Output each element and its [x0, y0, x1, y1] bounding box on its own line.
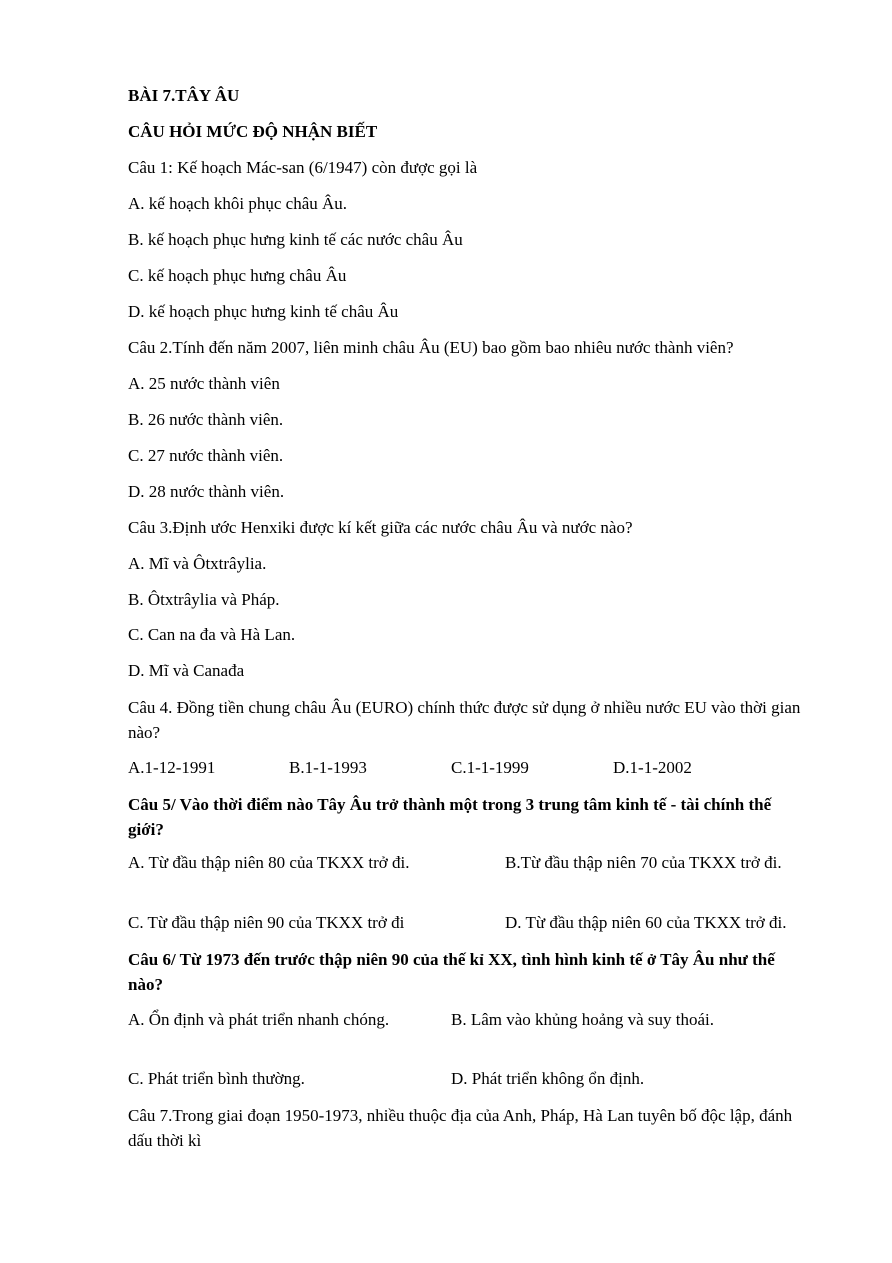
question-4: Câu 4. Đồng tiền chung châu Âu (EURO) chính thức được sử dụng ở nhiều nước EU vào thời gian nào? [128, 698, 801, 742]
q3-option-d: D. Mĩ và Canađa [128, 661, 245, 680]
q1-option-b: B. kế hoạch phục hưng kinh tế các nước châu Âu [128, 230, 463, 249]
q3-option-c: C. Can na đa và Hà Lan. [128, 625, 296, 644]
question-2: Câu 2.Tính đến năm 2007, liên minh châu Âu (EU) bao gồm bao nhiêu nước thành viên? [128, 338, 734, 357]
q2-option-d: D. 28 nước thành viên. [128, 482, 285, 501]
q6-option-d: D. Phát triển không ổn định. [451, 1069, 645, 1088]
q5-option-a: A. Từ đầu thập niên 80 của TKXX trở đi. [128, 853, 410, 872]
question-7: Câu 7.Trong giai đoạn 1950-1973, nhiều thuộc địa của Anh, Pháp, Hà Lan tuyên bố độc lập, đánh dấu thời kì [128, 1106, 793, 1150]
section-heading: CÂU HỎI MỨC ĐỘ NHẬN BIẾT [128, 122, 378, 141]
q5-option-d: D. Từ đầu thập niên 60 của TKXX trở đi. [505, 913, 787, 932]
question-1: Câu 1: Kế hoạch Mác-san (6/1947) còn được gọi là [128, 158, 478, 177]
q3-option-a: A. Mĩ và Ôtxtrâylia. [128, 554, 267, 573]
q2-option-b: B. 26 nước thành viên. [128, 410, 284, 429]
q4-option-a: A.1-12-1991 [128, 758, 216, 777]
q4-option-b: B.1-1-1993 [289, 758, 367, 777]
lesson-title: BÀI 7.TÂY ÂU [128, 86, 240, 105]
q2-option-c: C. 27 nước thành viên. [128, 446, 284, 465]
q6-option-c: C. Phát triển bình thường. [128, 1069, 305, 1088]
q6-option-a: A. Ổn định và phát triển nhanh chóng. [128, 1010, 390, 1029]
question-5: Câu 5/ Vào thời điểm nào Tây Âu trở thành một trong 3 trung tâm kinh tế - tài chính thế giới? [128, 795, 772, 839]
q1-option-c: C. kế hoạch phục hưng châu Âu [128, 266, 347, 285]
q4-option-d: D.1-1-2002 [613, 758, 692, 777]
q4-option-c: C.1-1-1999 [451, 758, 529, 777]
q1-option-d: D. kế hoạch phục hưng kinh tế châu Âu [128, 302, 399, 321]
q6-option-b: B. Lâm vào khủng hoảng và suy thoái. [451, 1010, 714, 1029]
q5-option-c: C. Từ đầu thập niên 90 của TKXX trở đi [128, 913, 405, 932]
q1-option-a: A. kế hoạch khôi phục châu Âu. [128, 194, 348, 213]
question-6: Câu 6/ Từ 1973 đến trước thập niên 90 của thế kỉ XX, tình hình kinh tế ở Tây Âu như thế nào? [128, 950, 775, 994]
q3-option-b: B. Ôtxtrâylia và Pháp. [128, 590, 280, 609]
q2-option-a: A. 25 nước thành viên [128, 374, 280, 393]
q5-option-b: B.Từ đầu thập niên 70 của TKXX trở đi. [505, 853, 782, 872]
question-3: Câu 3.Định ước Henxiki được kí kết giữa các nước châu Âu và nước nào? [128, 518, 633, 537]
